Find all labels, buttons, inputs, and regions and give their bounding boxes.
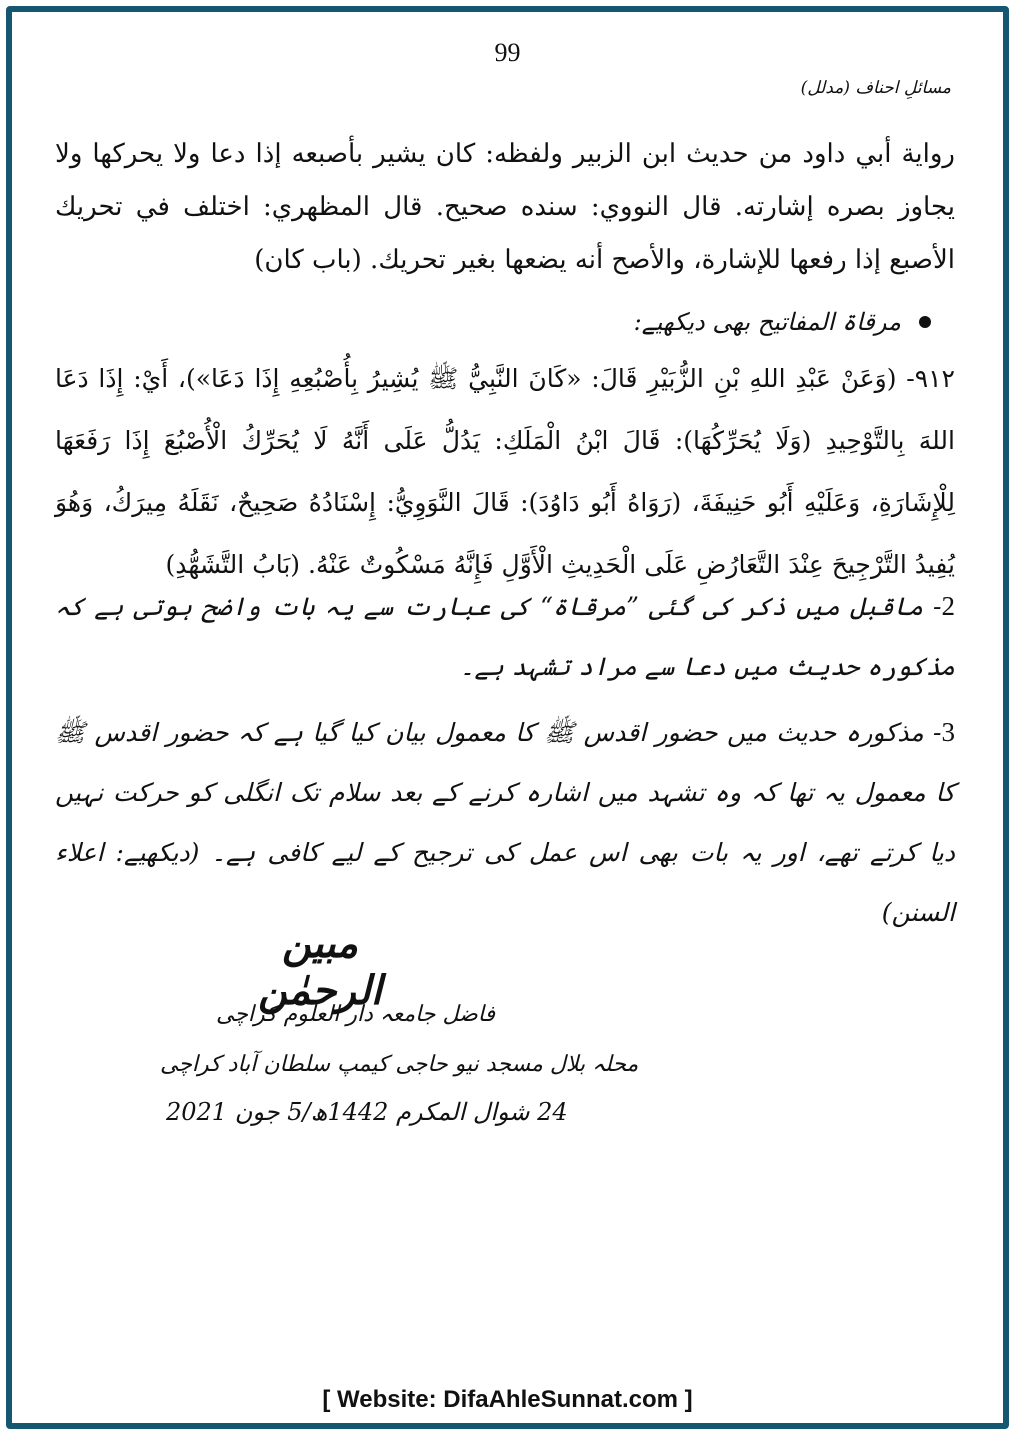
bullet-heading bbox=[634, 308, 931, 336]
point-2-text: - ماقبل میں ذکر کی گئی ”مرقاۃ“ کی عبارت سے یہ بات واضح ہوتی ہے کہ مذکورہ حدیث میں دعا سے مراد تشہد ہے۔ bbox=[55, 592, 955, 681]
bullet-icon bbox=[919, 316, 931, 328]
point-2-paragraph bbox=[55, 576, 955, 697]
page-number: 99 bbox=[494, 38, 521, 67]
arabic-quote-paragraph: رواية أبي داود من حديث ابن الزبير ولفظه: كان يشير بأصبعه إذا دعا ولا يحركها ولا يجاوز بصره إشارته. قال النووي: سنده صحيح. قال المظهري: اختلف في تحريك الأصبع إذا رفعها للإشارة، والأصح أنه يضعها بغير تحريك. (باب كان) bbox=[55, 139, 955, 275]
point-2-number: 2 bbox=[941, 591, 955, 621]
point-3-text: - مذکورہ حدیث میں حضور اقدس ﷺ کا معمول بیان کیا گیا ہے کہ حضور اقدس ﷺ کا معمول یہ تھا کہ وہ تشہد میں اشارہ کرنے کے بعد سلام تک انگلی کو حرکت نہیں دیا کرتے تھے، اور یہ بات بھی اس عمل کی ترجیح کے لیے کافی ہے۔ (دیکھیے: اعلاء السنن) bbox=[55, 718, 955, 927]
bullet-heading-text: مرقاۃ المفاتیح بھی دیکھیے: bbox=[633, 308, 901, 336]
arabic-hadith-paragraph: ٩١٢- (وَعَنْ عَبْدِ اللهِ بْنِ الزُّبَيْرِ قَالَ: «كَانَ النَّبِيُّ ﷺ يُشِيرُ بِأُصْبُعِهِ إِذَا دَعَا»)، أَيْ: إِذَا دَعَا اللهَ بِالتَّوْحِيدِ (وَلَا يُحَرِّكُهَا): قَالَ ابْنُ الْمَلَكِ: يَدُلُّ عَلَى أَنَّهُ لَا يُحَرِّكُ الْأُصْبُعَ إِذَا رَفَعَهَا لِلْإِشَارَةِ، وَعَلَيْهِ أَبُو حَنِيفَةَ، (رَوَاهُ أَبُو دَاوُدَ): قَالَ النَّوَوِيُّ: إِسْنَادُهُ صَحِيحٌ، نَقَلَهُ مِيرَكُ، وَهُوَ يُفِيدُ التَّرْجِيحَ عِنْدَ التَّعَارُضِ عَلَى الْحَدِيثِ الْأَوَّلِ فَإِنَّهُ مَسْكُوتٌ عَنْهُ. (بَابُ التَّشَهُّدِ) bbox=[55, 364, 955, 579]
running-header: مسائلِ احناف (مدلل) bbox=[800, 78, 951, 98]
signature-name: مبین الرحمٰن bbox=[258, 920, 382, 1014]
point-3-number: 3 bbox=[941, 717, 955, 747]
signature-line-2: محلہ بلال مسجد نیو حاجی کیمپ سلطان آباد کراچی bbox=[160, 1052, 639, 1077]
footer-website: [ Website: DifaAhleSunnat.com ] bbox=[322, 1386, 693, 1413]
signature-date: 24 شوال المکرم 1442ھ/5 جون 2021 bbox=[166, 1098, 568, 1126]
point-3-paragraph bbox=[55, 702, 955, 943]
signature-line-1: فاضل جامعہ دار العلوم کراچی bbox=[216, 1002, 496, 1027]
